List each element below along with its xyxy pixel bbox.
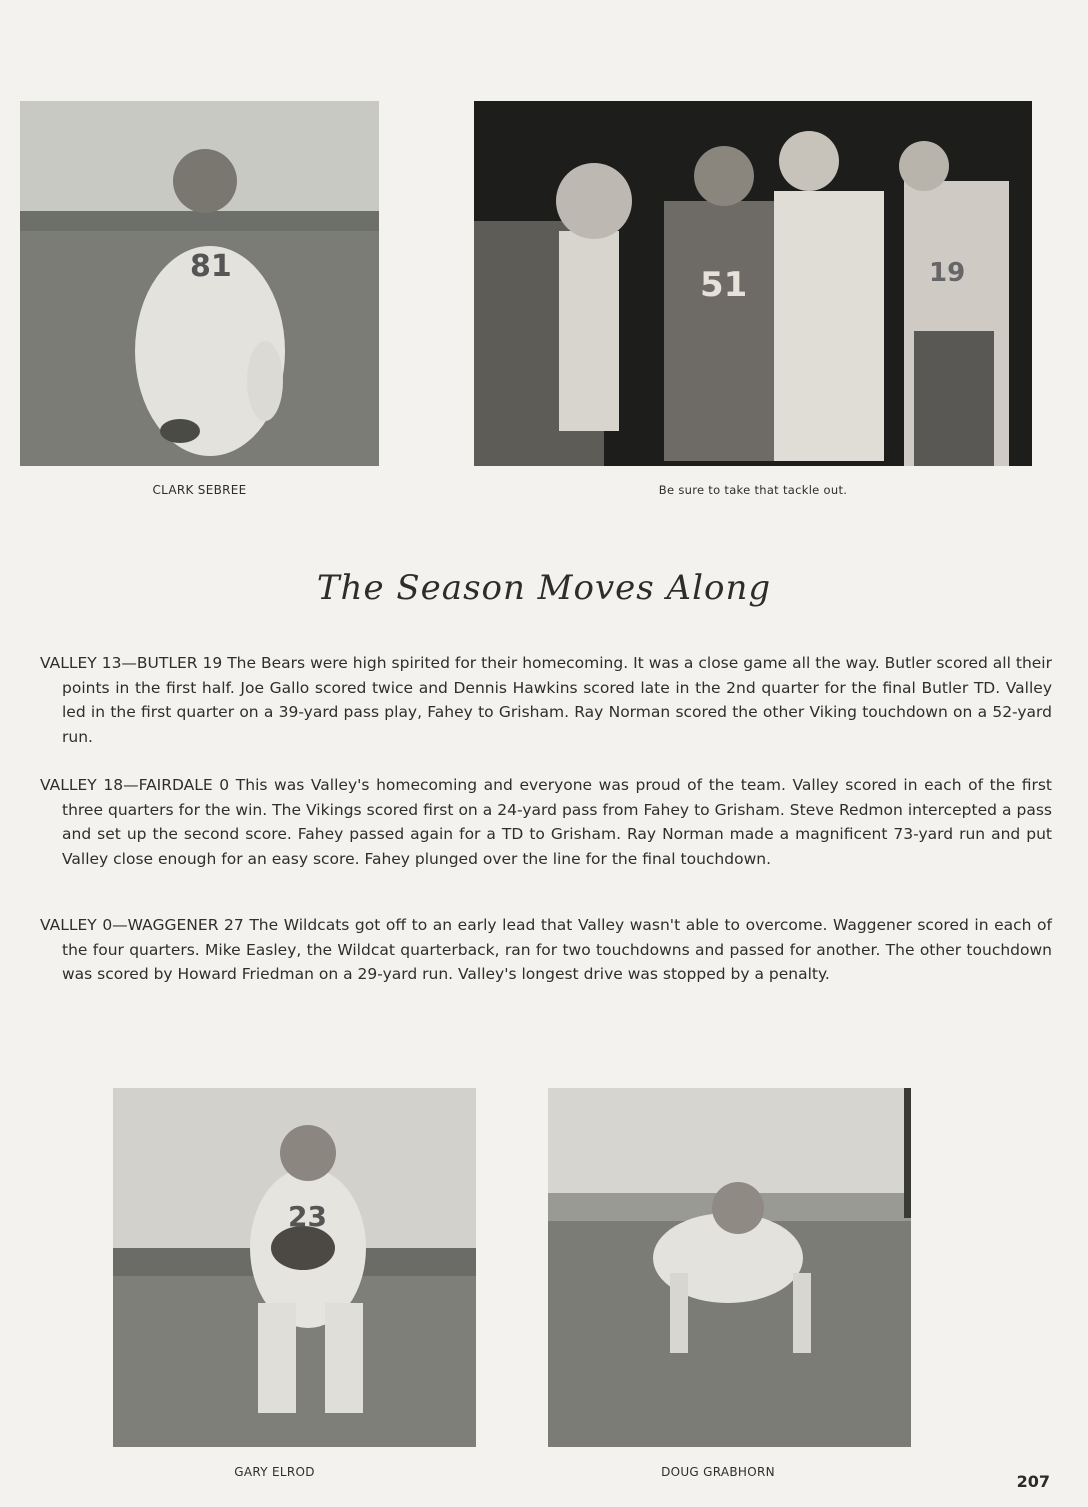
photo-tackle-out bbox=[474, 101, 1032, 466]
jersey-number-81: 81 bbox=[190, 249, 232, 284]
photo-doug-grabhorn bbox=[548, 1088, 911, 1447]
caption-gary-elrod: GARY ELROD bbox=[234, 1465, 315, 1479]
section-heading: The Season Moves Along bbox=[316, 568, 772, 608]
caption-clark-sebree: CLARK SEBREE bbox=[152, 483, 247, 497]
page-number: 207 bbox=[1016, 1472, 1050, 1491]
jersey-number-23: 23 bbox=[288, 1200, 327, 1233]
caption-doug-grabhorn: DOUG GRABHORN bbox=[661, 1465, 775, 1479]
jersey-number-19: 19 bbox=[929, 258, 966, 288]
game-summary-waggener: VALLEY 0—WAGGENER 27 The Wildcats got off to an early lead that Valley wasn't able to overcome. Waggener scored in each of the four quarters. Mike Easley, the Wildcat quarterback, ran for two touchdowns and passed for another. The other touchdown was scored by Howard Friedman on a 29-yard run. Valley's longest drive was stopped by a penalty. bbox=[40, 916, 1052, 983]
caption-tackle-out: Be sure to take that tackle out. bbox=[658, 483, 848, 497]
photo-gary-elrod bbox=[113, 1088, 476, 1447]
jersey-number-51: 51 bbox=[700, 265, 748, 305]
photo-clark-sebree bbox=[20, 101, 379, 466]
game-summary-butler: VALLEY 13—BUTLER 19 The Bears were high spirited for their homecoming. It was a close game all the way. Butler scored all their points in the first half. Joe Gallo scored twice and Dennis Hawkins scored late in the 2nd quarter for the final Butler TD. Valley led in the first quarter on a 39-yard pass play, Fahey to Grisham. Ray Norman scored the other Viking touchdown on a 52-yard run. bbox=[40, 654, 1052, 746]
game-summary-fairdale: VALLEY 18—FAIRDALE 0 This was Valley's homecoming and everyone was proud of the team. Valley scored in each of the first three quarters for the win. The Vikings scored first on a 24-yard pass from Fahey to Grisham. Steve Redmon intercepted a pass and set up the second score. Fahey passed again for a TD to Grisham. Ray Norman made a magnificent 73-yard run and put Valley close enough for an easy score. Fahey plunged over the line for the final touchdown. bbox=[40, 776, 1052, 868]
